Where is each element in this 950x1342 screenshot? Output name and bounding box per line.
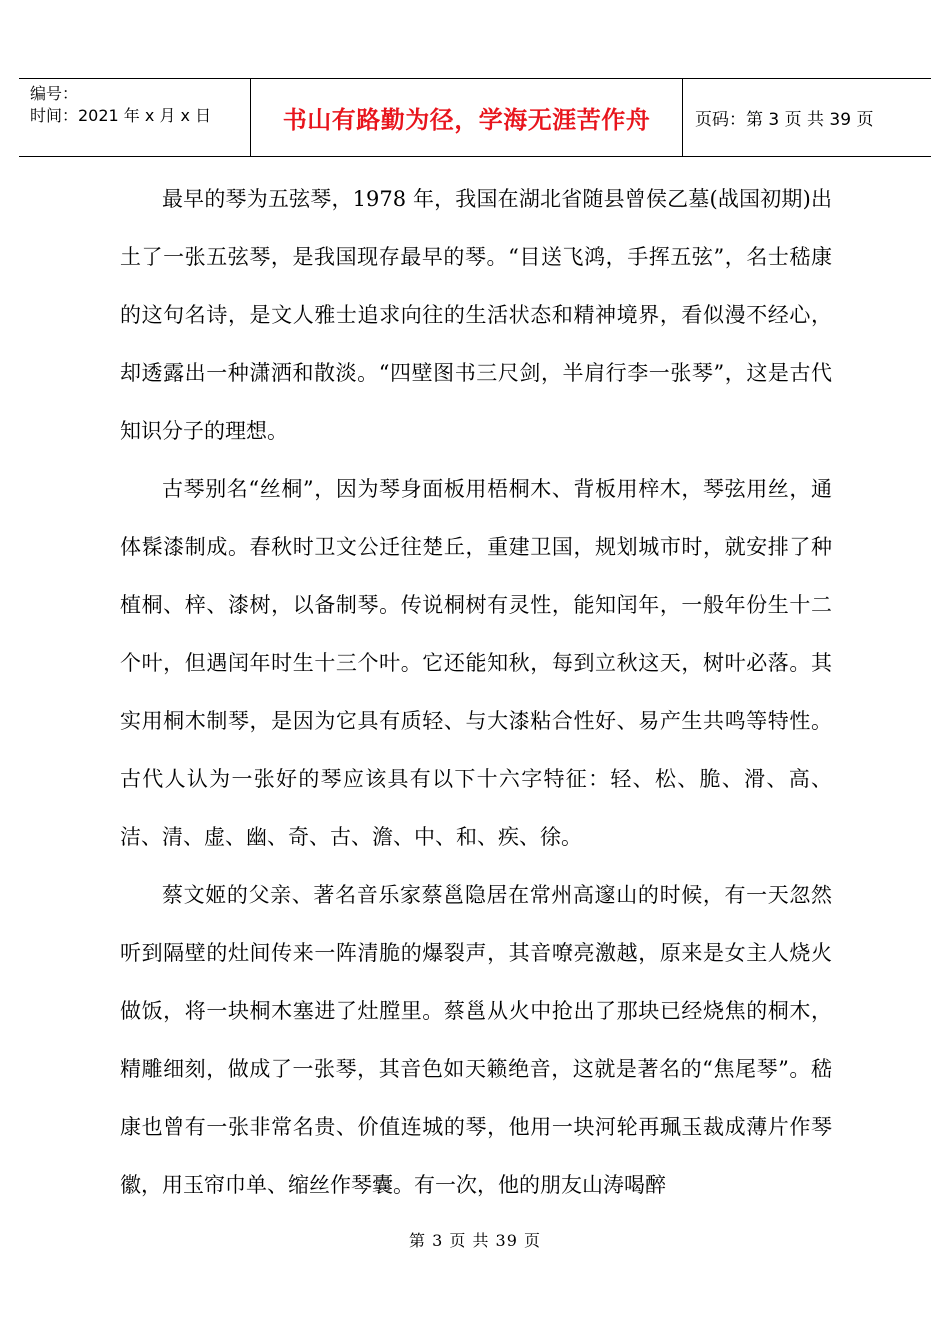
serial-number-label: 编号： bbox=[30, 84, 79, 103]
page-header bbox=[19, 78, 931, 157]
header-motto: 书山有路勤为径，学海无涯苦作舟 bbox=[251, 79, 683, 156]
header-page-info: 页码：第 3 页 共 39 页 bbox=[695, 110, 874, 130]
paragraph: 古琴别名“丝桐”，因为琴身面板用梧桐木、背板用梓木，琴弦用丝，通体髹漆制成。春秋时卫文公迁往楚丘，重建卫国，规划城市时，就安排了种植桐、梓、漆树，以备制琴。传说桐树有灵性，能知闰年，一般年份生十二个叶，但遇闰年时生十三个叶。它还能知秋，每到立秋这天，树叶必落。其实用桐木制琴，是因为它具有质轻、与大漆粘合性好、易产生共鸣等特性。古代人认为一张好的琴应该具有以下十六字特征：轻、松、脆、滑、高、洁、清、虚、幽、奇、古、澹、中、和、疾、徐。 bbox=[120, 477, 832, 849]
paragraph: 最早的琴为五弦琴，1978 年，我国在湖北省随县曾侯乙墓(战国初期)出土了一张五弦琴，是我国现存最早的琴。“目送飞鸿，手挥五弦”，名士嵇康的这句名诗，是文人雅士追求向往的生活状态和精神境界，看似漫不经心，却透露出一种潇洒和散淡。“四壁图书三尺剑，半肩行李一张琴”，这是古代知识分子的理想。 bbox=[120, 187, 832, 443]
header-meta-cell bbox=[19, 79, 251, 156]
paragraph: 蔡文姬的父亲、著名音乐家蔡邕隐居在常州高邃山的时候，有一天忽然听到隔壁的灶间传来一阵清脆的爆裂声，其音嘹亮激越，原来是女主人烧火做饭，将一块桐木塞进了灶膛里。蔡邕从火中抢出了那块已经烧焦的桐木，精雕细刻，做成了一张琴，其音色如天籁绝音，这就是著名的“焦尾琴”。嵇康也曾有一张非常名贵、价值连城的琴，他用一块河轮再珮玉裁成薄片作琴徽，用玉帘巾单、缩丝作琴囊。有一次，他的朋友山涛喝醉 bbox=[120, 883, 832, 1197]
page-footer: 第 3 页 共 39 页 bbox=[409, 1231, 541, 1250]
date-label: 时间：2021 年 x 月 x 日 bbox=[30, 106, 212, 125]
document-body bbox=[120, 170, 832, 1214]
